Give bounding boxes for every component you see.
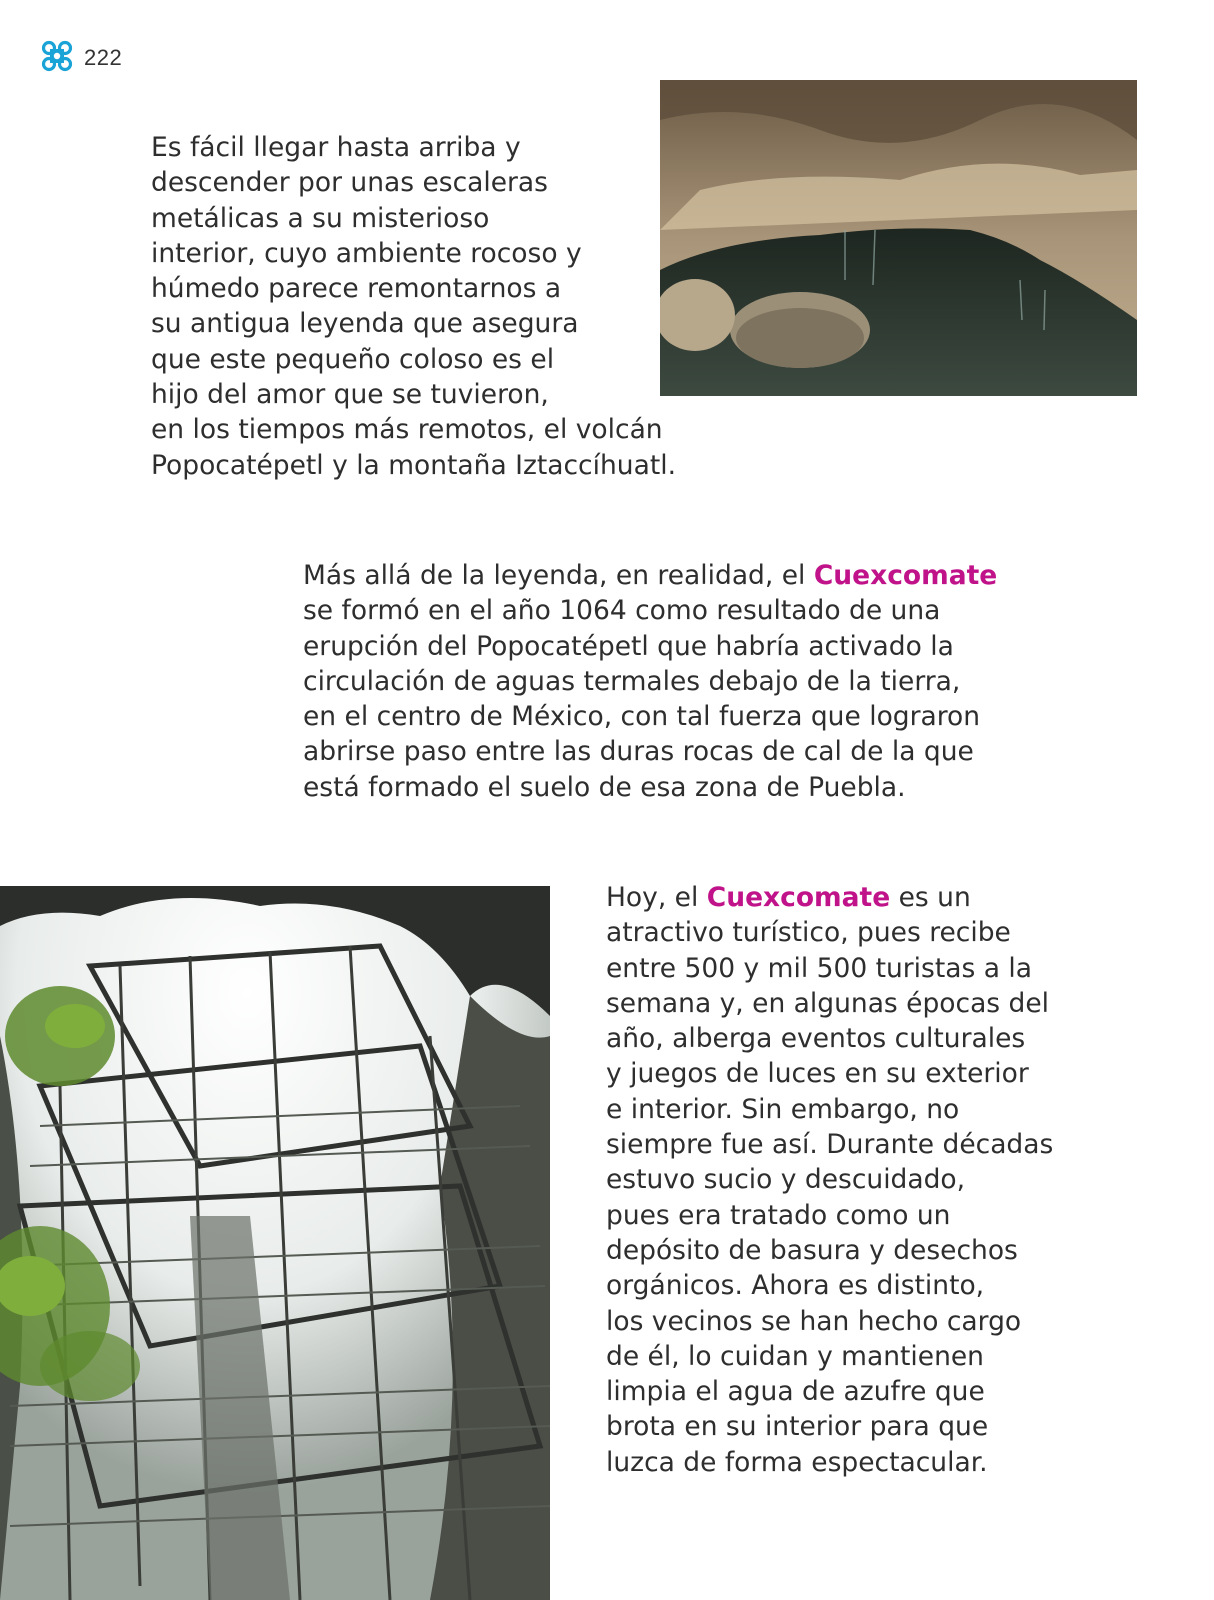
text-fragment: Hoy, el (606, 882, 707, 913)
text-line: abrirse paso entre las duras rocas de cal de la que (303, 736, 974, 768)
intro-paragraph (151, 130, 676, 483)
text-line: en el centro de México, con tal fuerza que lograron (303, 701, 981, 733)
text-line: que este pequeño coloso es el (151, 343, 555, 375)
page-header (40, 38, 122, 78)
text-line: Popocatépetl y la montaña Iztaccíhuatl. (151, 449, 676, 481)
history-paragraph (303, 558, 997, 805)
highlight-cuexcomate: Cuexcomate (813, 560, 998, 591)
text-line: e interior. Sin embargo, no (606, 1093, 960, 1125)
text-line: brota en su interior para que (606, 1411, 989, 1443)
text-line (606, 880, 1053, 915)
text-line (303, 558, 997, 593)
text-line: interior, cuyo ambiente rocoso y (151, 237, 582, 269)
highlight-cuexcomate: Cuexcomate (706, 882, 891, 913)
text-line: descender por unas escaleras (151, 167, 548, 199)
text-line: de él, lo cuidan y mantienen (606, 1340, 984, 1372)
text-line: erupción del Popocatépetl que habría activado la (303, 630, 954, 662)
text-line: atractivo turístico, pues recibe (606, 917, 1011, 949)
ornament-flower-icon (40, 39, 74, 77)
text-fragment: es un (890, 882, 971, 913)
text-line: depósito de basura y desechos (606, 1234, 1018, 1266)
text-line: siempre fue así. Durante décadas (606, 1129, 1054, 1161)
text-line: se formó en el año 1064 como resultado de una (303, 595, 941, 627)
cave-water-photo (660, 80, 1137, 396)
text-line: estuvo sucio y descuidado, (606, 1164, 966, 1196)
text-line: orgánicos. Ahora es distinto, (606, 1270, 985, 1302)
text-line: entre 500 y mil 500 turistas a la (606, 952, 1032, 984)
text-line: y juegos de luces en su exterior (606, 1058, 1029, 1090)
text-line: húmedo parece remontarnos a (151, 273, 562, 305)
text-line: limpia el agua de azufre que (606, 1376, 985, 1408)
metal-stairs-photo (0, 886, 550, 1600)
text-line: semana y, en algunas épocas del (606, 987, 1050, 1019)
text-line: hijo del amor que se tuvieron, (151, 379, 549, 411)
text-line: está formado el suelo de esa zona de Puebla. (303, 771, 906, 803)
text-line: circulación de aguas termales debajo de la tierra, (303, 665, 961, 697)
text-line: año, alberga eventos culturales (606, 1023, 1026, 1055)
text-line: pues era tratado como un (606, 1199, 951, 1231)
text-line: metálicas a su misterioso (151, 202, 490, 234)
page-number: 222 (84, 45, 123, 70)
today-paragraph (606, 880, 1053, 1480)
text-line: los vecinos se han hecho cargo (606, 1305, 1022, 1337)
text-line: su antigua leyenda que asegura (151, 308, 579, 340)
text-fragment: Más allá de la leyenda, en realidad, el (303, 560, 814, 591)
text-line: Es fácil llegar hasta arriba y (151, 132, 521, 163)
text-line: luzca de forma espectacular. (606, 1446, 988, 1478)
text-line: en los tiempos más remotos, el volcán (151, 414, 663, 446)
